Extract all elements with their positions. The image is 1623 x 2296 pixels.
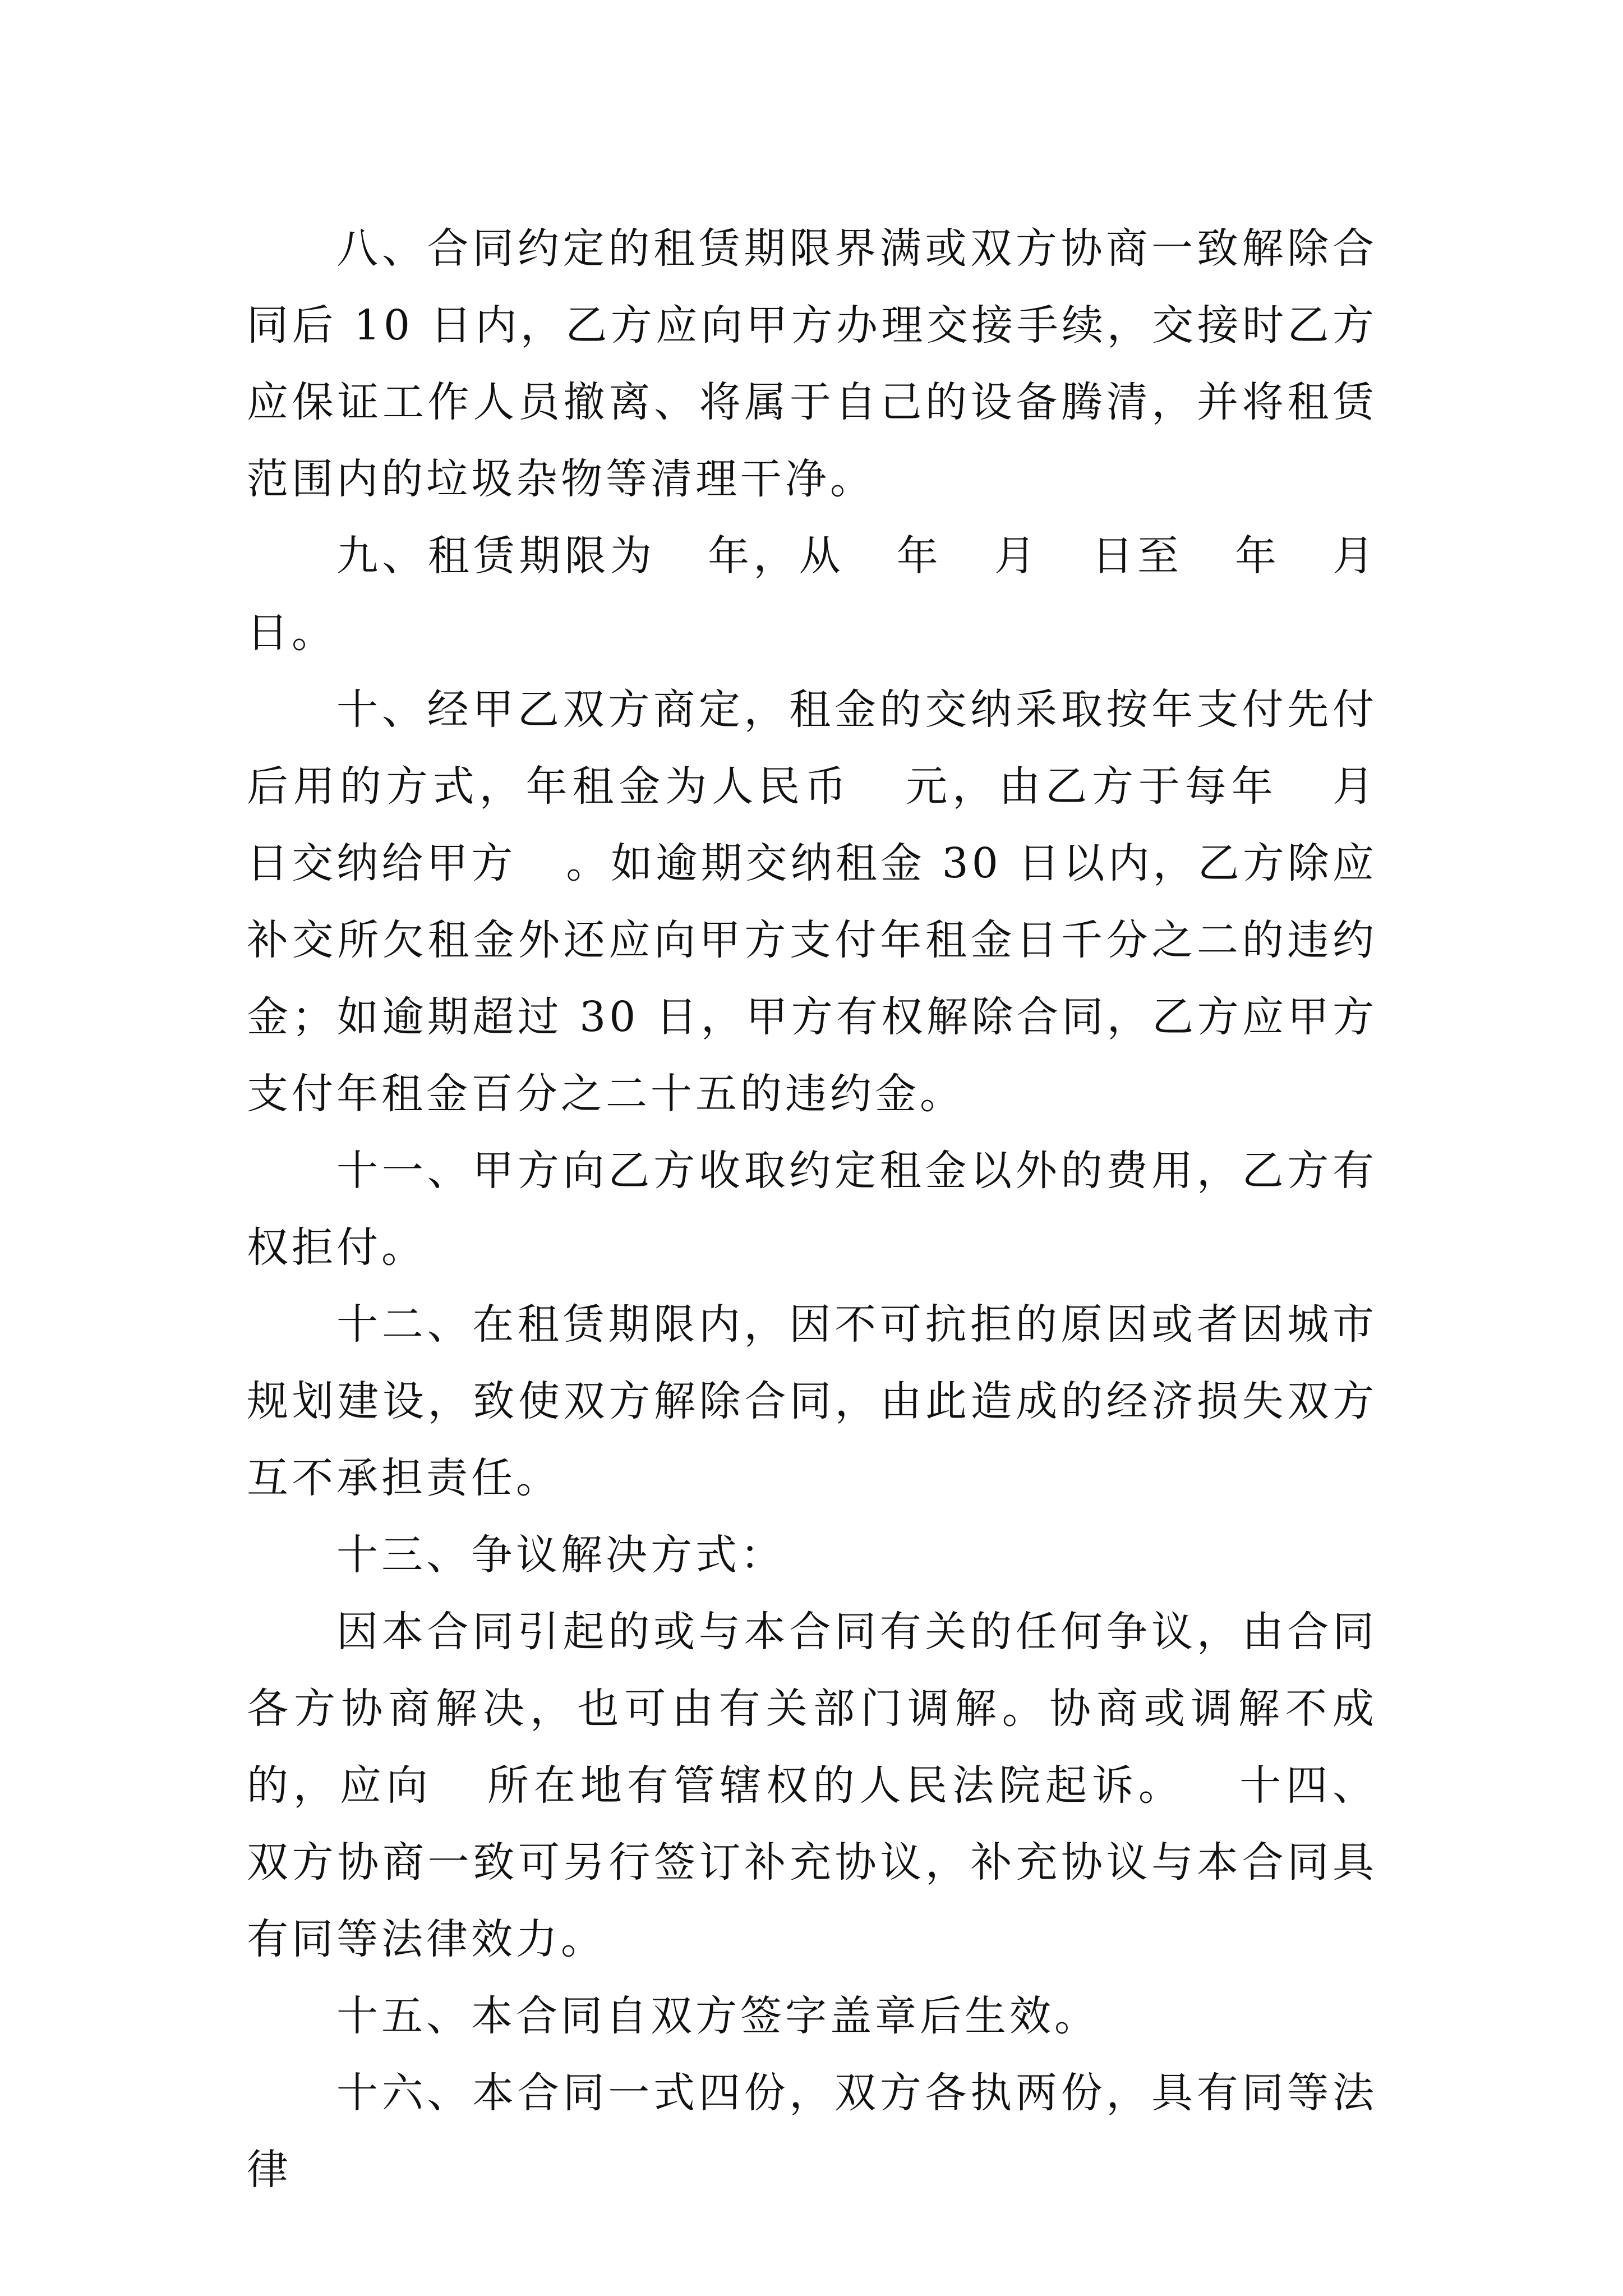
clause-12-paragraph: 十二、在租赁期限内，因不可抗拒的原因或者因城市规划建设，致使双方解除合同，由此造成的经济损失双方互不承担责任。 <box>247 1300 1377 1502</box>
clause-13-heading: 十三、争议解决方式： <box>336 1531 785 1579</box>
clause-10-paragraph: 十、经甲乙双方商定，租金的交纳采取按年支付先付后用的方式，年租金为人民币 元，由乙方于每年 月 日交纳给甲方 。如逾期交纳租金 30 日以内，乙方除应补交所欠租金外还应向甲方支付年租金日千分之二的违约金；如逾期超过 30 日，甲方有权解除合同，乙方应甲方支付年租金百分之二十五的违约金。 <box>247 685 1427 1118</box>
clause-15-paragraph: 十五、本合同自双方签字盖章后生效。 <box>336 1992 1099 2040</box>
clause-11-paragraph: 十一、甲方向乙方收取约定租金以外的费用，乙方有权拒付。 <box>247 1147 1377 1272</box>
clause-9-paragraph: 九、租赁期限为 年，从 年 月 日至 年 月 日。 <box>247 532 1427 657</box>
dispute-resolution-paragraph: 因本合同引起的或与本合同有关的任何争议，由合同各方协商解决，也可由有关部门调解。协商或调解不成的，应向 所在地有管辖权的人民法院起诉。 十四、双方协商一致可另行签订补充协议，补充协议与本合同具有同等法律效力。 <box>247 1608 1377 1963</box>
clause-16-paragraph: 十六、本合同一式四份，双方各执两份，具有同等法律 <box>247 2069 1377 2194</box>
clause-8-paragraph: 八、合同约定的租赁期限界满或双方协商一致解除合同后 10 日内，乙方应向甲方办理交接手续，交接时乙方应保证工作人员撤离、将属于自己的设备腾清，并将租赁范围内的垃圾杂物等清理干净。 <box>247 224 1377 503</box>
contract-body <box>247 210 1427 2208</box>
